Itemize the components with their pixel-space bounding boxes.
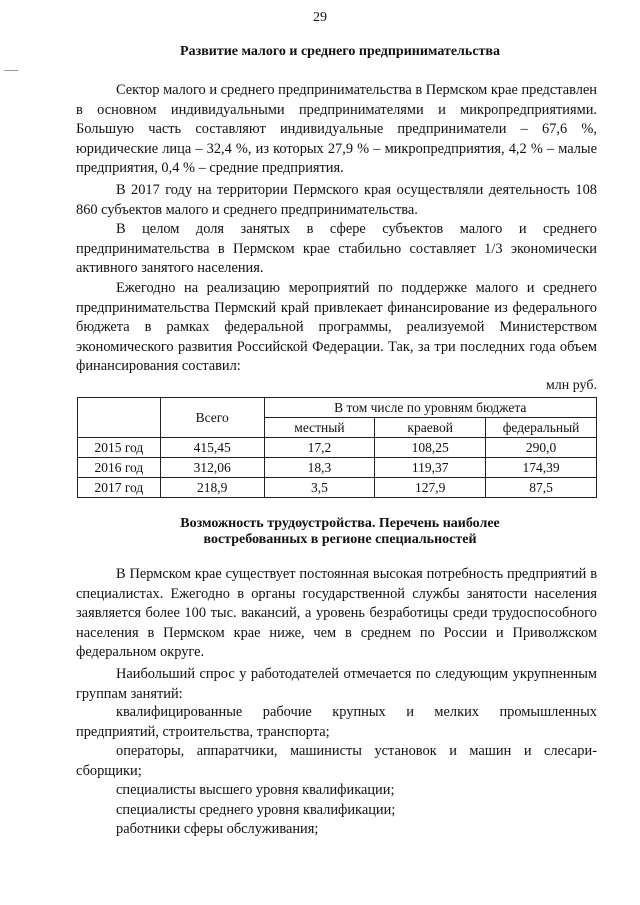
list-item-operators: операторы, аппаратчики, машинисты установок и машин и слесари-сборщики; [76,743,597,779]
paragraph-2017-count: В 2017 году на территории Пермского края осуществляли деятельность 108 860 субъектов малого и среднего предпринимательства. [76,182,597,218]
row-federal: 87,5 [486,478,597,498]
row-regional: 127,9 [375,478,486,498]
list-item-higher-specialists: специалисты высшего уровня квалификации; [116,782,395,798]
table-unit-label: млн руб. [545,378,597,393]
table-row [78,438,597,458]
funding-table [77,397,597,498]
row-local: 18,3 [264,458,375,478]
header-budget-levels: В том числе по уровням бюджета [264,398,596,418]
section-title-employment-line1: Возможность трудоустройства. Перечень наиболее [180,516,500,531]
margin-mark [4,70,18,71]
header-regional: краевой [375,418,486,438]
row-regional: 119,37 [375,458,486,478]
paragraph-federal-funding: Ежегодно на реализацию мероприятий по поддержке малого и среднего предпринимательства Пермский край привлекает финансирование из федерального бюджета в рамках федеральной программы, реализуемой Министерством экономического развития Российской Федерации. Так, за три последних года объем финансирования составил: [76,280,597,374]
row-local: 3,5 [264,478,375,498]
header-empty-cell [78,398,161,438]
row-total: 312,06 [160,458,264,478]
section-title-employment-line2: востребованных в регионе специальностей [203,532,477,547]
header-total: Всего [160,398,264,438]
header-local: местный [264,418,375,438]
row-local: 17,2 [264,438,375,458]
row-regional: 108,25 [375,438,486,458]
paragraph-demand-groups: Наибольший спрос у работодателей отмечается по следующим укрупненным группам занятий: [76,666,597,702]
paragraph-sector-structure: Сектор малого и среднего предпринимательства в Пермском крае представлен в основном индивидуальными предпринимателями и микропредприятиями. Большую часть составляют индивидуальные предприниматели – 67,6 %, юридические лица – 32,4 %, из которых 27,9 % – микропредприятия, 4,2 % – малые предприятия, 0,4 % – средние предприятия. [76,82,597,176]
paragraph-employment-share: В целом доля занятых в сфере субъектов малого и среднего предпринимательства в Пермском крае стабильно составляет 1/3 экономически активного занятого населения. [76,221,597,276]
table-header-row [78,398,597,418]
list-item-middle-specialists: специалисты среднего уровня квалификации; [116,802,396,818]
list-item-skilled-workers: квалифицированные рабочие крупных и мелких промышленных предприятий, строительства, транспорта; [76,704,597,740]
header-federal: федеральный [486,418,597,438]
table-row [78,458,597,478]
paragraph-labor-demand: В Пермском крае существует постоянная высокая потребность предприятий в специалистах. Ежегодно в органы государственной службы занятости населения заявляется более 100 тыс. вакансий, а уровень безработицы среди трудоспособного населения в Пермском крае ниже, чем в среднем по России и Приволжском федеральном округе. [76,566,597,660]
row-year: 2017 год [78,478,161,498]
row-year: 2015 год [78,438,161,458]
page-number: 29 [313,10,327,25]
row-total: 218,9 [160,478,264,498]
row-federal: 290,0 [486,438,597,458]
row-year: 2016 год [78,458,161,478]
section-title-small-business: Развитие малого и среднего предпринимательства [180,44,500,59]
table-row [78,478,597,498]
row-federal: 174,39 [486,458,597,478]
row-total: 415,45 [160,438,264,458]
list-item-service-workers: работники сферы обслуживания; [116,821,319,837]
